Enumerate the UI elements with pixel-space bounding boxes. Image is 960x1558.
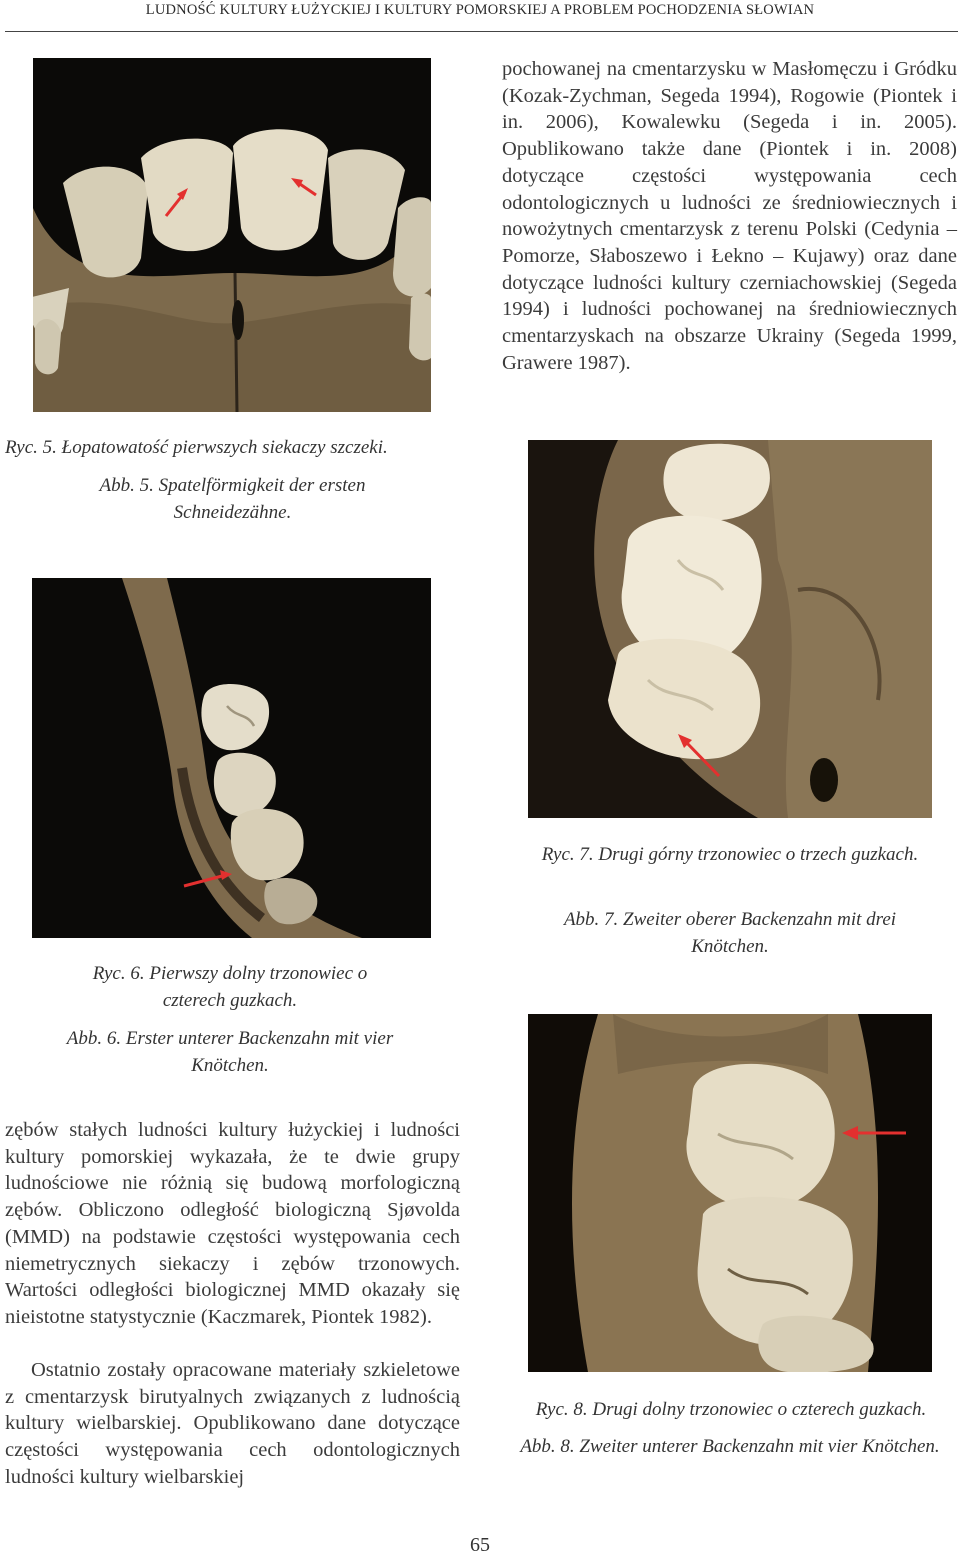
figure-5-caption-de: Abb. 5. Spatelförmigkeit der ersten Schneidezähne. <box>99 475 366 523</box>
figure-7-caption-pl: Ryc. 7. Drugi górny trzonowiec o trzech guzkach. <box>541 844 919 865</box>
figure-6-photo <box>32 578 431 938</box>
figure-6-caption-de: Abb. 6. Erster unterer Backenzahn mit vier Knötchen. <box>66 1028 394 1076</box>
page-number: 65 <box>470 1534 490 1556</box>
figure-8-caption-pl: Ryc. 8. Drugi dolny trzonowiec o czterech guzkach. <box>535 1399 927 1420</box>
figure-8-photo <box>528 1014 932 1372</box>
figure-7-caption-de: Abb. 7. Zweiter oberer Backenzahn mit drei Knötchen. <box>563 909 897 957</box>
body-text-left-bottom-p1: zębów stałych ludności kultury łużyckiej i ludności kultury pomorskiej wykazała, że te dwie grupy ludnościowe nie różnią się budową morfologiczną zębów. Obliczono odległość biologiczną Sjøvolda (MMD) na podstawie częstości występowania cech niemetrycznych siekaczy i zębów trzonowych. Wartości odległości biologicznej MMD okazały się nieistotne statystycznie (Kaczmarek, Piontek 1982). <box>5 1119 460 1328</box>
body-text-right-top: pochowanej na cmentarzysku w Masłomęczu i Gródku (Kozak-Zychman, Segeda 1994), Rogowie (Piontek i in. 2006), Kowalewku (Segeda i in. 2005). Opublikowano także dane (Piontek i in. 2008) dotyczące częstości występowania cech odontologicznych u ludności ze średniowiecznych i nowożytnych cmentarzysk z terenu Polski (Cedynia – Pomorze, Słaboszewo i Łekno – Kujawy) oraz dane dotyczące ludności kultury czerniachowskiej (Segeda 1994) i ludności pochowanej na średniowiecznych cmentarzyskach na obszarze Ukrainy (Segeda 1999, Grawere 1987). <box>502 58 957 374</box>
figure-8-caption-de: Abb. 8. Zweiter unterer Backenzahn mit vier Knötchen. <box>520 1436 940 1457</box>
header-rule <box>5 31 958 32</box>
body-text-left-bottom-p2: Ostatnio zostały opracowane materiały szkieletowe z cmentarzysk birutyalnych związanych z ludnością kultury wielbarskiej. Opublikowano dane dotyczące częstości występowania cech odontologicznych ludności kultury wielbarskiej <box>5 1359 460 1488</box>
running-header: LUDNOŚĆ KULTURY ŁUŻYCKIEJ I KULTURY POMORSKIEJ A PROBLEM POCHODZENIA SŁOWIAN <box>145 2 815 18</box>
figure-7-photo <box>528 440 932 818</box>
figure-5-caption-pl: Ryc. 5. Łopatowatość pierwszych siekaczy szczeki. <box>5 437 388 458</box>
figure-5-photo <box>33 58 431 412</box>
figure-6-caption-pl: Ryc. 6. Pierwszy dolny trzonowiec o czterech guzkach. <box>92 963 368 1011</box>
